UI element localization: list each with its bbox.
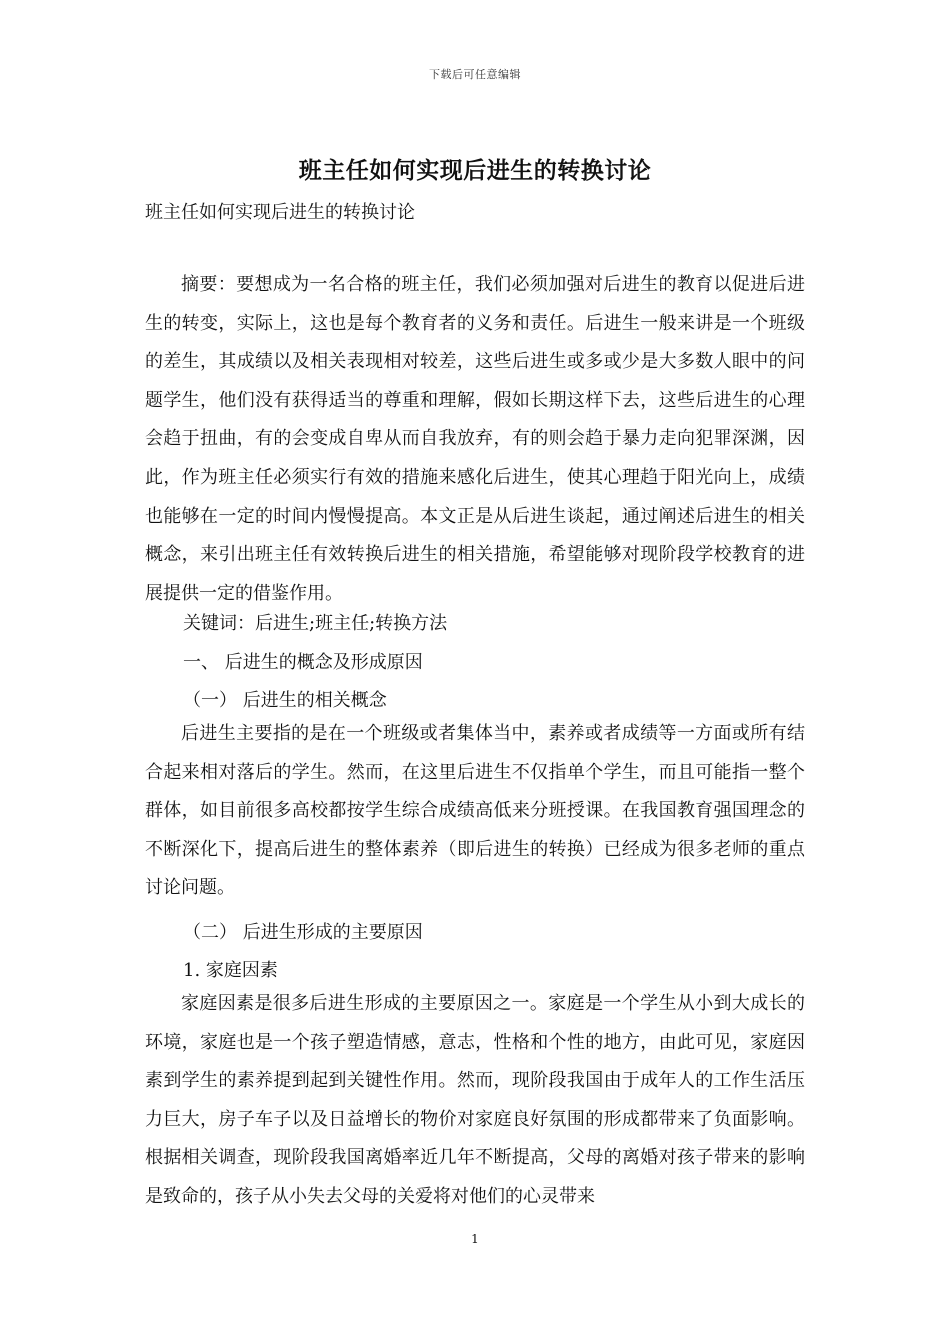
document-title: 班主任如何实现后进生的转换讨论 bbox=[298, 157, 652, 184]
abstract-block bbox=[145, 266, 805, 613]
section-heading-1-2: （二） 后进生形成的主要原因 bbox=[183, 922, 423, 943]
section-heading-1-1: （一） 后进生的相关概念 bbox=[183, 690, 387, 711]
header-note: 下载后可任意编辑 bbox=[429, 68, 521, 81]
item-heading-1: 1. 家庭因素 bbox=[183, 960, 278, 981]
section-1-1-paragraph: 后进生主要指的是在一个班级或者集体当中，素养或者成绩等一方面或所有结合起来相对落后的学生。然而，在这里后进生不仅指单个学生，而且可能指一整个群体，如目前很多高校都按学生综合成绩高低来分班授课。在我国教育强国理念的不断深化下，提高后进生的整体素养（即后进生的转换）已经成为很多老师的重点讨论问题。 bbox=[145, 723, 805, 899]
item-1-paragraph: 家庭因素是很多后进生形成的主要原因之一。家庭是一个学生从小到大成长的环境，家庭也是一个孩子塑造情感，意志，性格和个性的地方，由此可见，家庭因素到学生的素养提到起到关键性作用。然而，现阶段我国由于成年人的工作生活压力巨大，房子车子以及日益增长的物价对家庭良好氛围的形成都带来了负面影响。根据相关调查，现阶段我国离婚率近几年不断提高，父母的离婚对孩子带来的影响是致命的，孩子从小失去父母的关爱将对他们的心灵带来 bbox=[145, 993, 805, 1207]
document-subtitle: 班主任如何实现后进生的转换讨论 bbox=[145, 202, 415, 223]
item-1-block bbox=[145, 985, 805, 1217]
section-heading-1: 一、 后进生的概念及形成原因 bbox=[183, 652, 423, 673]
section-1-1-block bbox=[145, 715, 805, 908]
keywords-line: 关键词：后进生;班主任;转换方法 bbox=[183, 613, 448, 634]
abstract-paragraph: 摘要：要想成为一名合格的班主任，我们必须加强对后进生的教育以促进后进生的转变，实际上，这也是每个教育者的义务和责任。后进生一般来讲是一个班级的差生，其成绩以及相关表现相对较差，这些后进生或多或少是大多数人眼中的问题学生，他们没有获得适当的尊重和理解，假如长期这样下去，这些后进生的心理会趋于扭曲，有的会变成自卑从而自我放弃，有的则会趋于暴力走向犯罪深渊，因此，作为班主任必须实行有效的措施来感化后进生，使其心理趋于阳光向上，成绩也能够在一定的时间内慢慢提高。本文正是从后进生谈起，通过阐述后进生的相关概念，来引出班主任有效转换后进生的相关措施，希望能够对现阶段学校教育的进展提供一定的借鉴作用。 bbox=[145, 274, 805, 604]
page-number: 1 bbox=[471, 1232, 479, 1246]
